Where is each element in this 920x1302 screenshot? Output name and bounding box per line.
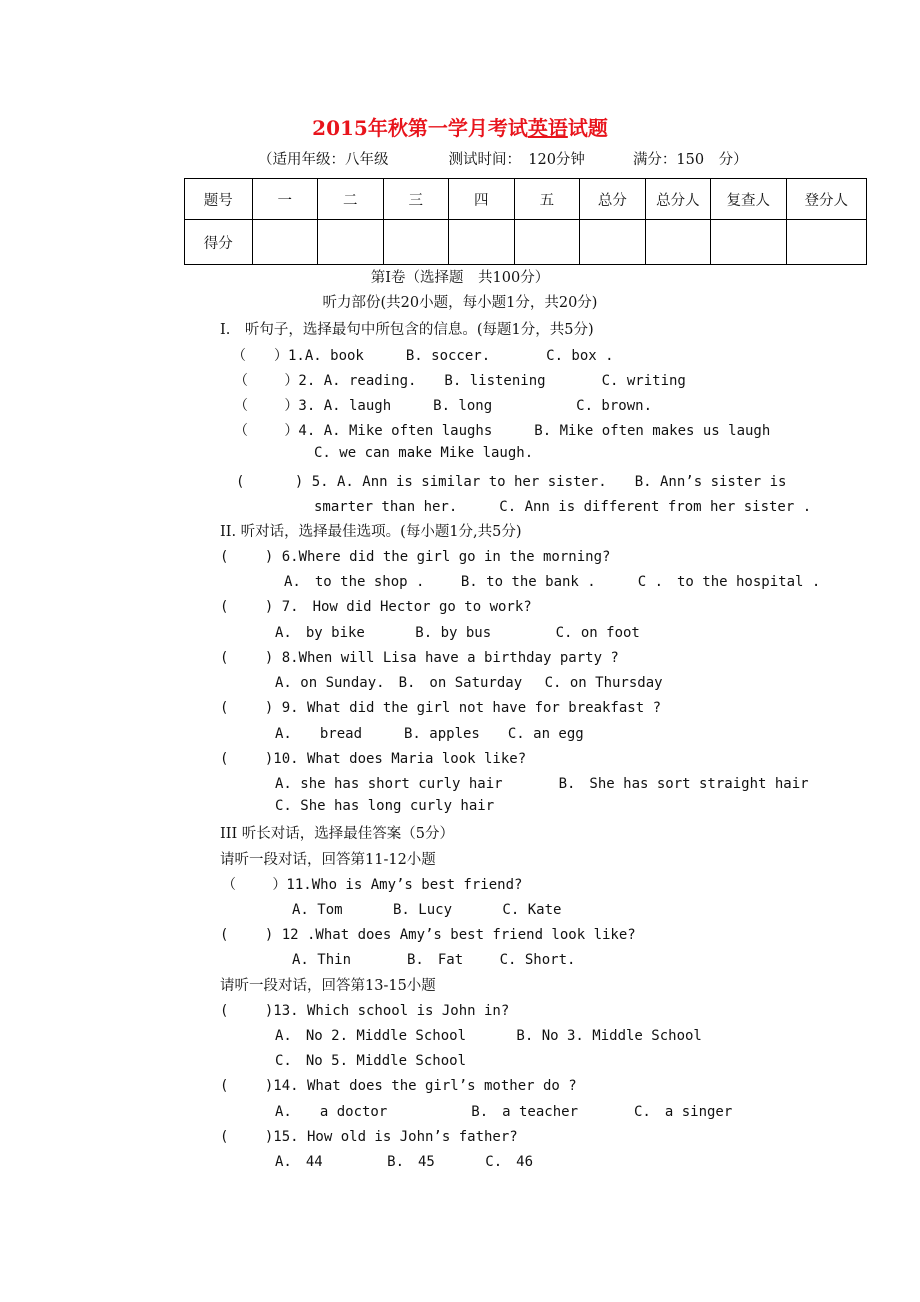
question-line: ( ) 12 .What does Amy’s best friend look like?	[220, 927, 636, 943]
option-line: A. by bike B. by bus C. on foot	[275, 625, 640, 641]
score-header-cell: 总分	[580, 179, 646, 220]
section-heading: I. 听句子，选择最句中所包含的信息。(每题1分，共5分)	[220, 322, 594, 338]
exam-meta	[258, 148, 748, 169]
score-row-label: 得分	[185, 220, 253, 265]
question-line: （ ）4. A. Mike often laughs B. Mike often makes us laugh	[234, 423, 771, 439]
option-line: C. No 5. Middle School	[275, 1053, 467, 1069]
score-cell[interactable]	[711, 220, 786, 265]
score-cell[interactable]	[252, 220, 318, 265]
full-marks-info: 满分：150 分）	[632, 152, 748, 168]
question-line: ( ) 8.When will Lisa have a birthday party ?	[220, 650, 619, 666]
score-cell[interactable]	[580, 220, 646, 265]
question-line: ( ) 7. How did Hector go to work?	[220, 599, 532, 615]
question-line: ( )10. What does Maria look like?	[220, 751, 527, 767]
score-header-cell: 二	[318, 179, 384, 220]
score-header-cell: 登分人	[786, 179, 866, 220]
option-line: smarter than her. C. Ann is different from her sister .	[314, 499, 812, 515]
question-line: ( )13. Which school is John in?	[220, 1003, 510, 1019]
score-cell[interactable]	[514, 220, 580, 265]
score-header-cell: 总分人	[645, 179, 711, 220]
score-header-cell: 一	[252, 179, 318, 220]
option-line: C. we can make Mike laugh.	[314, 445, 534, 461]
option-line: A. a doctor B. a teacher C. a singer	[275, 1104, 733, 1120]
option-line: A. No 2. Middle School B. No 3. Middle School	[275, 1028, 702, 1044]
question-line: ( )15. How old is John’s father?	[220, 1129, 518, 1145]
option-line: A. bread B. apples C. an egg	[275, 726, 584, 742]
option-line: A. 44 B. 45 C. 46	[275, 1154, 534, 1170]
question-line: ( ) 6.Where did the girl go in the morning?	[220, 549, 611, 565]
section-instruction: 请听一段对话，回答第11-12小题	[220, 852, 436, 868]
exam-title	[0, 112, 920, 141]
title-prefix: 2015年秋第一学月考试	[312, 116, 528, 140]
option-line: A. on Sunday. B. on Saturday C. on Thursday	[275, 675, 663, 691]
option-line: A. Tom B. Lucy C. Kate	[292, 902, 562, 918]
title-suffix: 试题	[567, 116, 608, 140]
score-cell[interactable]	[449, 220, 515, 265]
score-header-cell: 题号	[185, 179, 253, 220]
score-cell[interactable]	[786, 220, 866, 265]
score-table-header-row	[185, 179, 867, 220]
section-heading: II. 听对话，选择最佳选项。(每小题1分,共5分)	[220, 524, 522, 540]
score-header-cell: 三	[383, 179, 449, 220]
volume-title: 第Ⅰ卷（选择题 共100分）	[370, 270, 550, 286]
question-line: ( ) 9. What did the girl not have for breakfast ?	[220, 700, 662, 716]
question-line: （ ）11.Who is Amy’s best friend?	[222, 877, 523, 893]
score-header-cell: 复查人	[711, 179, 786, 220]
time-info: 测试时间： 120分钟	[448, 152, 585, 168]
score-table	[184, 178, 867, 265]
question-line: （ ）2. A. reading. B. listening C. writing	[234, 373, 686, 389]
option-line: A. she has short curly hair B. She has sort straight hair	[275, 776, 809, 792]
section-heading: III 听长对话，选择最佳答案（5分）	[220, 826, 455, 842]
question-line: ( ) 5. A. Ann is similar to her sister. B. Ann’s sister is	[236, 474, 787, 490]
score-cell[interactable]	[645, 220, 711, 265]
question-line: （ ）3. A. laugh B. long C. brown.	[234, 398, 653, 414]
section-instruction: 请听一段对话，回答第13-15小题	[220, 978, 436, 994]
option-line: A. to the shop . B. to the bank . C . to the hospital .	[284, 574, 821, 590]
score-cell[interactable]	[383, 220, 449, 265]
question-line: ( )14. What does the girl’s mother do ?	[220, 1078, 577, 1094]
option-line: A. Thin B. Fat C. Short.	[292, 952, 576, 968]
score-header-cell: 五	[514, 179, 580, 220]
grade-info: （适用年级：八年级	[258, 152, 389, 168]
title-subject: 英语	[527, 116, 568, 140]
listening-title: 听力部份(共20小题，每小题1分，共20分)	[322, 295, 598, 311]
question-line: （ ）1.A. book B. soccer. C. box .	[232, 348, 614, 364]
option-line: C. She has long curly hair	[275, 798, 495, 814]
score-table-score-row	[185, 220, 867, 265]
score-header-cell: 四	[449, 179, 515, 220]
score-cell[interactable]	[318, 220, 384, 265]
